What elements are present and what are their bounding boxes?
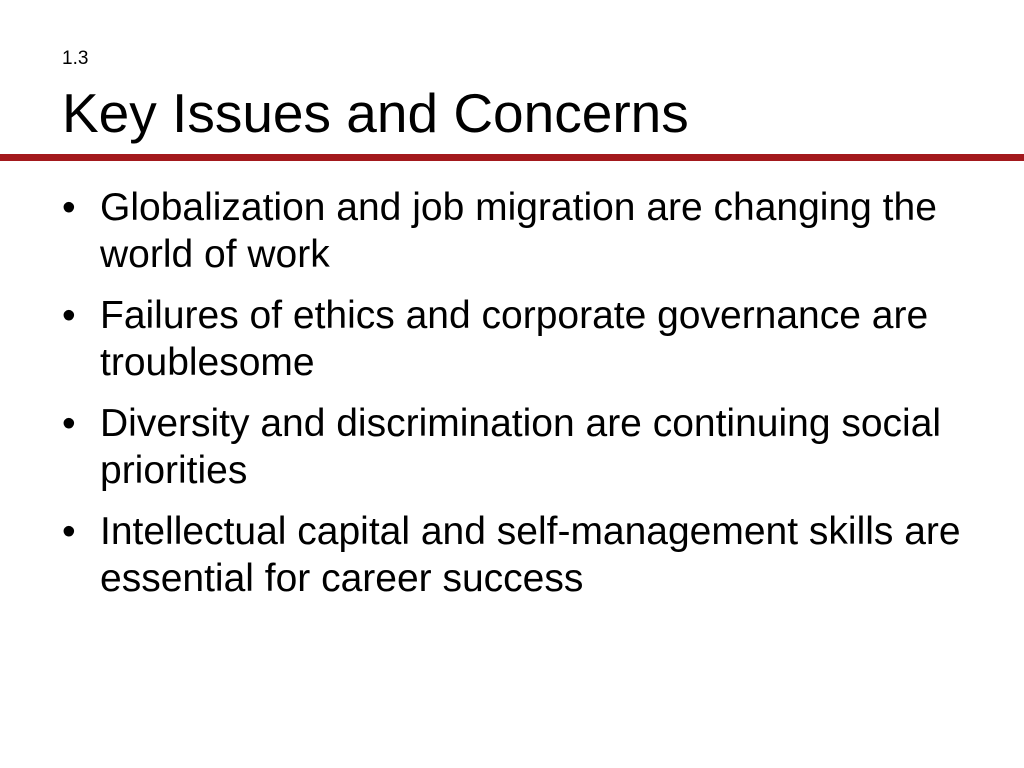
bullet-icon: • [62, 510, 76, 553]
bullet-item [62, 400, 1002, 494]
bullet-text: Failures of ethics and corporate governance are troublesome [100, 294, 929, 384]
title-divider [0, 154, 1024, 161]
bullet-item [62, 184, 1002, 278]
bullet-text: Globalization and job migration are changing the world of work [100, 186, 937, 276]
bullet-icon: • [62, 186, 76, 229]
bullet-text: Diversity and discrimination are continuing social priorities [100, 402, 942, 492]
bullet-icon: • [62, 402, 76, 445]
bullet-list [62, 184, 1002, 616]
slide-title: Key Issues and Concerns [62, 82, 689, 144]
bullet-item [62, 508, 1002, 602]
bullet-item [62, 292, 1002, 386]
bullet-icon: • [62, 294, 76, 337]
slide-number: 1.3 [62, 48, 89, 69]
bullet-text: Intellectual capital and self-management skills are essential for career success [100, 510, 961, 600]
